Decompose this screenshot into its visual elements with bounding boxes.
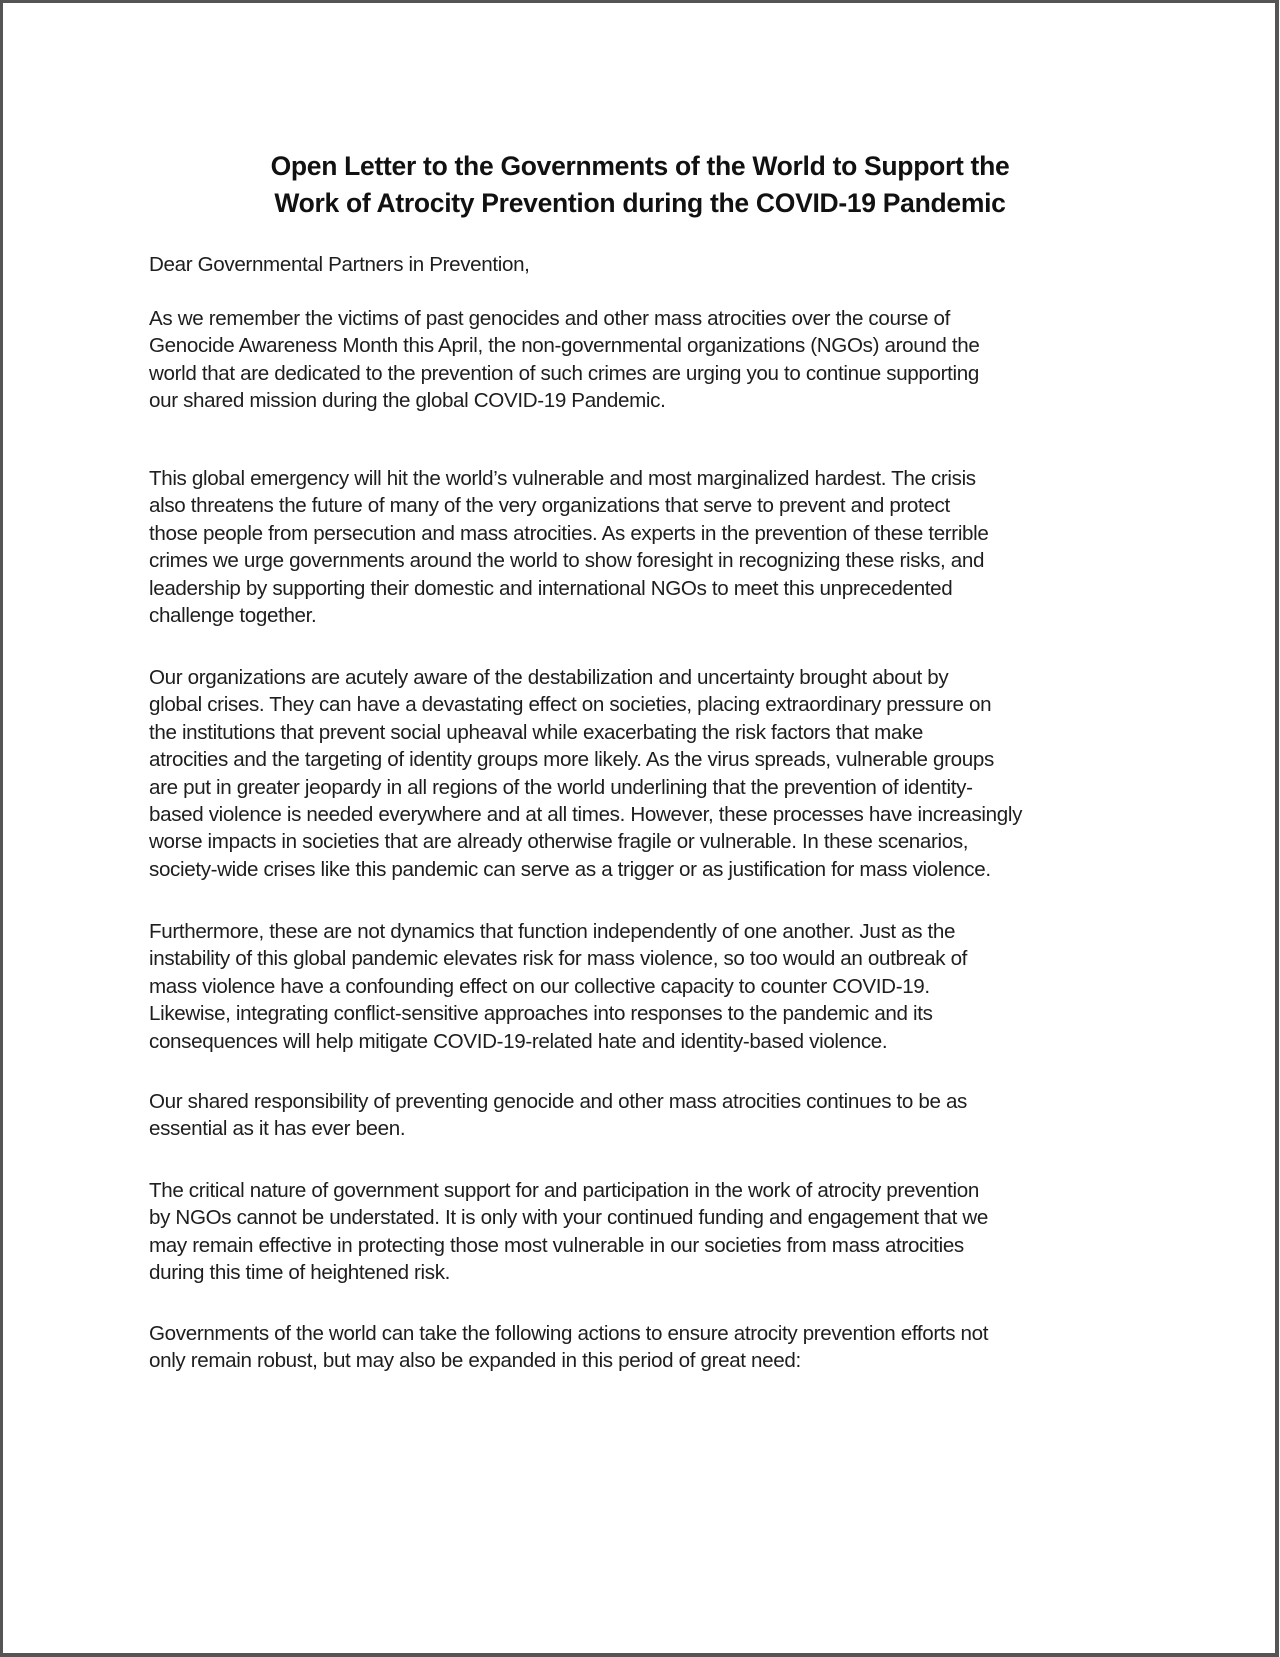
text-line: leadership by supporting their domestic and international NGOs to meet this unprecedented <box>149 576 953 600</box>
text-line: the institutions that prevent social upheaval while exacerbating the risk factors that make <box>149 720 924 744</box>
text-line: challenge together. <box>149 604 317 628</box>
salutation-text: Dear Governmental Partners in Prevention, <box>149 253 530 276</box>
title-line: Open Letter to the Governments of the World to Support the <box>270 151 1010 181</box>
text-line: Our organizations are acutely aware of the destabilization and uncertainty brought about by <box>149 666 949 689</box>
text-line: Furthermore, these are not dynamics that function independently of one another. Just as the <box>149 920 956 943</box>
text-line: This global emergency will hit the world’s vulnerable and most marginalized hardest. The crisis <box>149 467 976 490</box>
text-line: are put in greater jeopardy in all regions of the world underlining that the prevention of identity- <box>149 775 973 799</box>
text-line: The critical nature of government support for and participation in the work of atrocity prevention <box>149 1179 979 1202</box>
paragraph-7 <box>149 1320 1149 1375</box>
salutation <box>149 251 1149 278</box>
paragraph-3 <box>149 664 1149 883</box>
paragraph-5 <box>149 1088 1149 1143</box>
text-line: essential as it has ever been. <box>149 1117 406 1141</box>
paragraph-4 <box>149 918 1149 1055</box>
text-line: consequences will help mitigate COVID-19-related hate and identity-based violence. <box>149 1029 888 1053</box>
text-line: crimes we urge governments around the world to show foresight in recognizing these risks, and <box>149 549 985 573</box>
text-line: Governments of the world can take the following actions to ensure atrocity prevention efforts not <box>149 1322 989 1345</box>
paragraph-2 <box>149 465 1149 629</box>
paragraph-6 <box>149 1177 1149 1287</box>
text-line: Genocide Awareness Month this April, the non-governmental organizations (NGOs) around the <box>149 334 980 358</box>
text-line: Our shared responsibility of preventing genocide and other mass atrocities continues to be as <box>149 1090 967 1113</box>
letter-title <box>0 148 1280 222</box>
text-line: mass violence have a confounding effect on our collective capacity to counter COVID-19. <box>149 974 930 998</box>
text-line: based violence is needed everywhere and at all times. However, these processes have increasingly <box>149 803 1023 827</box>
text-line: global crises. They can have a devastating effect on societies, placing extraordinary pressure on <box>149 693 992 717</box>
text-line: Likewise, integrating conflict-sensitive approaches into responses to the pandemic and its <box>149 1002 933 1026</box>
text-line: only remain robust, but may also be expanded in this period of great need: <box>149 1349 801 1373</box>
text-line: our shared mission during the global COVID-19 Pandemic. <box>149 389 666 413</box>
text-line: society-wide crises like this pandemic can serve as a trigger or as justification for mass violence. <box>149 857 991 881</box>
text-line: instability of this global pandemic elevates risk for mass violence, so too would an outbreak of <box>149 947 968 971</box>
title-line: Work of Atrocity Prevention during the COVID-19 Pandemic <box>274 188 1006 218</box>
text-line: world that are dedicated to the prevention of such crimes are urging you to continue supporting <box>149 361 979 385</box>
text-line: during this time of heightened risk. <box>149 1261 451 1285</box>
text-line: As we remember the victims of past genocides and other mass atrocities over the course of <box>149 307 950 330</box>
text-line: may remain effective in protecting those most vulnerable in our societies from mass atrocities <box>149 1233 964 1257</box>
text-line: by NGOs cannot be understated. It is only with your continued funding and engagement that we <box>149 1206 989 1230</box>
text-line: also threatens the future of many of the very organizations that serve to prevent and protect <box>149 494 950 518</box>
text-line: atrocities and the targeting of identity groups more likely. As the virus spreads, vulnerable groups <box>149 748 994 772</box>
paragraph-1 <box>149 305 1149 415</box>
text-line: those people from persecution and mass atrocities. As experts in the prevention of these terrible <box>149 521 989 545</box>
text-line: worse impacts in societies that are already otherwise fragile or vulnerable. In these scenarios, <box>149 830 969 854</box>
